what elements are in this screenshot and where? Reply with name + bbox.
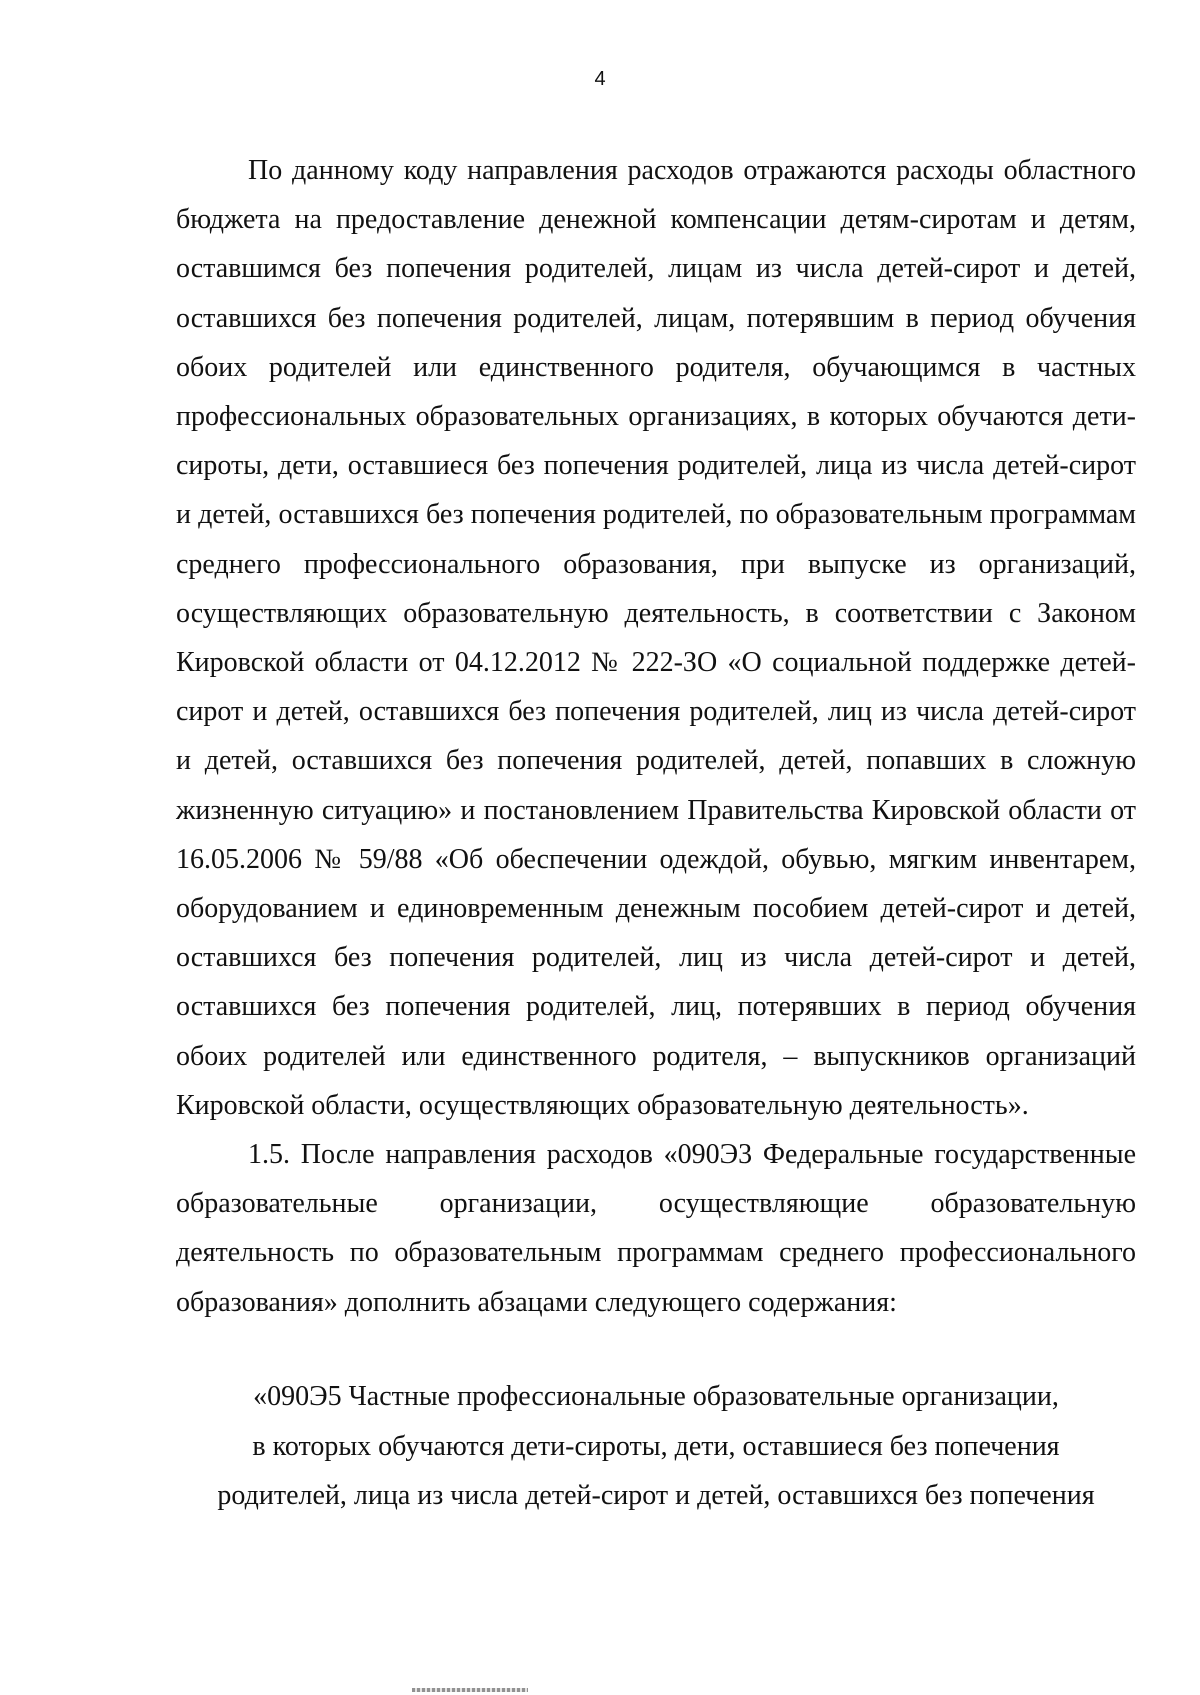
scan-artifact-mark xyxy=(412,1688,528,1692)
quoted-heading-block xyxy=(176,1372,1136,1521)
document-body xyxy=(176,146,1136,1327)
quoted-heading-line: родителей, лица из числа детей-сирот и детей, оставшихся без попечения xyxy=(217,1480,1095,1511)
page-number: 4 xyxy=(594,68,606,90)
quoted-heading-line: «090Э5 Частные профессиональные образовательные организации, xyxy=(253,1381,1059,1412)
paragraph-expense-direction-description: По данному коду направления расходов отражаются расходы областного бюджета на предоставление денежной компенсации детям-сиротам и детям, оставшимся без попечения родителей, лицам из числа детей-сирот и детей, оставшихся без попечения родителей, лицам, потерявшим в период обучения обоих родителей или единственного родителя, обучающимся в частных профессиональных образовательных организациях, в которых обучаются дети-сироты, дети, оставшиеся без попечения родителей, лица из числа детей-сирот и детей, оставшихся без попечения родителей, по образовательным программам среднего профессионального образования, при выпуске из организаций, осуществляющих образовательную деятельность, в соответствии с Законом Кировской области от 04.12.2012 № 222-ЗО «О социальной поддержке детей-сирот и детей, оставшихся без попечения родителей, лиц из числа детей-сирот и детей, оставшихся без попечения родителей, детей, попавших в сложную жизненную ситуацию» и постановлением Правительства Кировской области от 16.05.2006 № 59/88 «Об обеспечении одеждой, обувью, мягким инвентарем, оборудованием и единовременным денежным пособием детей-сирот и детей, оставшихся без попечения родителей, лиц из числа детей-сирот и детей, оставшихся без попечения родителей, лиц, потерявших в период обучения обоих родителей или единственного родителя, – выпускников организаций Кировской области, осуществляющих образовательную деятельность». xyxy=(176,155,1136,1121)
quoted-heading-line: в которых обучаются дети-сироты, дети, оставшиеся без попечения xyxy=(252,1430,1060,1462)
paragraph-amendment-1-5: 1.5. После направления расходов «090Э3 Федеральные государственные образовательные организации, осуществляющие образовательную деятельность по образовательным программам среднего профессионального образования» дополнить абзацами следующего содержания: xyxy=(176,1139,1136,1318)
